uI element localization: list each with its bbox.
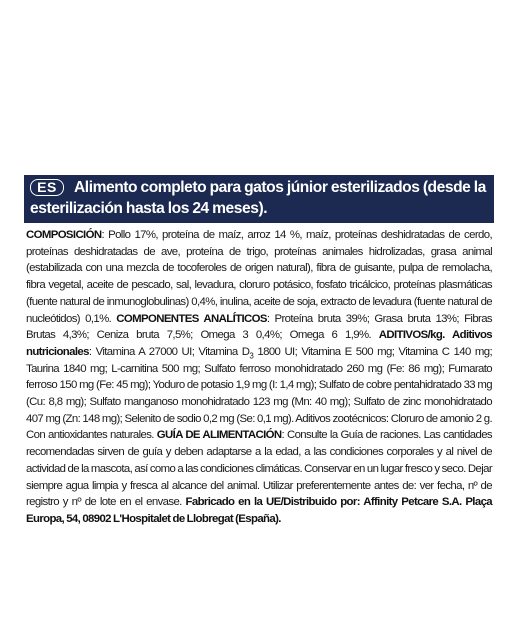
composition-heading: COMPOSICIÓN xyxy=(26,229,102,241)
product-label xyxy=(24,175,494,528)
composition-text: : Pollo 17%, proteína de maíz, arroz 14 %, maíz, proteínas deshidratadas de cerdo, proteínas deshidratadas de ave, proteína de trigo, proteínas animales hidrolizadas, grasa animal (estabilizada con una mezcla de tocoferoles de origen natural), fibra de guisante, pulpa de remolacha, fibra vegetal, aceite de pescado, sal, levadura, cloruro potásico, fosfato tricálcico, proteínas plasmáticas (fuente natural de inmunoglobulinas) 0,4%, inulina, aceite de soja, extracto de levadura (fuente natural de nucleótidos) 0,1%. xyxy=(26,229,492,325)
product-title-line-1: Alimento completo para gatos júnior esterilizados (desde la xyxy=(74,179,486,196)
additives-text: : Vitamina A 27000 UI; Vitamina D xyxy=(88,345,250,358)
label-body-text xyxy=(24,223,494,528)
additives-heading: ADITIVOS/kg. Aditivos nutricionales xyxy=(26,329,492,358)
label-header xyxy=(24,175,494,223)
vitamin-d-subscript: 3 xyxy=(249,351,254,361)
additives-text-continued: 1800 UI; Vitamina E 500 mg; Vitamina C 140 mg; Taurina 1840 mg; L-carnitina 500 mg; Sulfato ferroso monohidratado 260 mg (Fe: 86 mg); Fumarato ferroso 150 mg (Fe: 45 mg); Yoduro de potasio 1,9 mg (I: 1,4 mg); Sulfato de cobre pentahidratado 33 mg (Cu: 8,8 mg); Sulfato manganoso monohidratado 123 mg (Mn: 40 mg); Sulfato de zinc monohidratado 407 mg (Zn: 148 mg); Selenito de sodio 0,2 mg (Se: 0,1 mg). Aditivos zootécnicos: Cloruro de amonio 2 g. Con antioxidantes naturales. xyxy=(26,345,493,442)
product-title xyxy=(30,177,488,217)
analytical-heading: COMPONENTES ANALÍTICOS xyxy=(116,312,267,325)
feeding-guide-heading: GUÍA DE ALIMENTACIÓN xyxy=(156,429,282,442)
feeding-guide-text: : Consulte la Guía de raciones. Las cantidades recomendadas sirven de guía y deben adaptarse a la edad, a las condiciones corporales y al nivel de actividad de la mascota, así como a las condiciones climáticas. Conservar en un lugar fresco y seco. Dejar siempre agua limpia y fresca al alcance del animal. Utilizar preferentemente antes de: ver fecha, nº de registro y nº de lote en el envase. xyxy=(26,429,493,509)
language-badge: ES xyxy=(30,179,64,196)
analytical-text: : Proteína bruta 39%; Grasa bruta 13%; Fibras Brutas 4,3%; Ceniza bruta 7,5%; Omega 3 0,4%; Omega 6 1,9%. xyxy=(26,312,493,342)
manufacturer-info: Fabricado en la UE/Distribuido por: Affinity Petcare S.A. Plaça Europa, 54, 08902 L'Hospitalet de Llobregat (España). xyxy=(26,496,492,525)
product-title-line-2: esterilización hasta los 24 meses). xyxy=(30,200,268,217)
